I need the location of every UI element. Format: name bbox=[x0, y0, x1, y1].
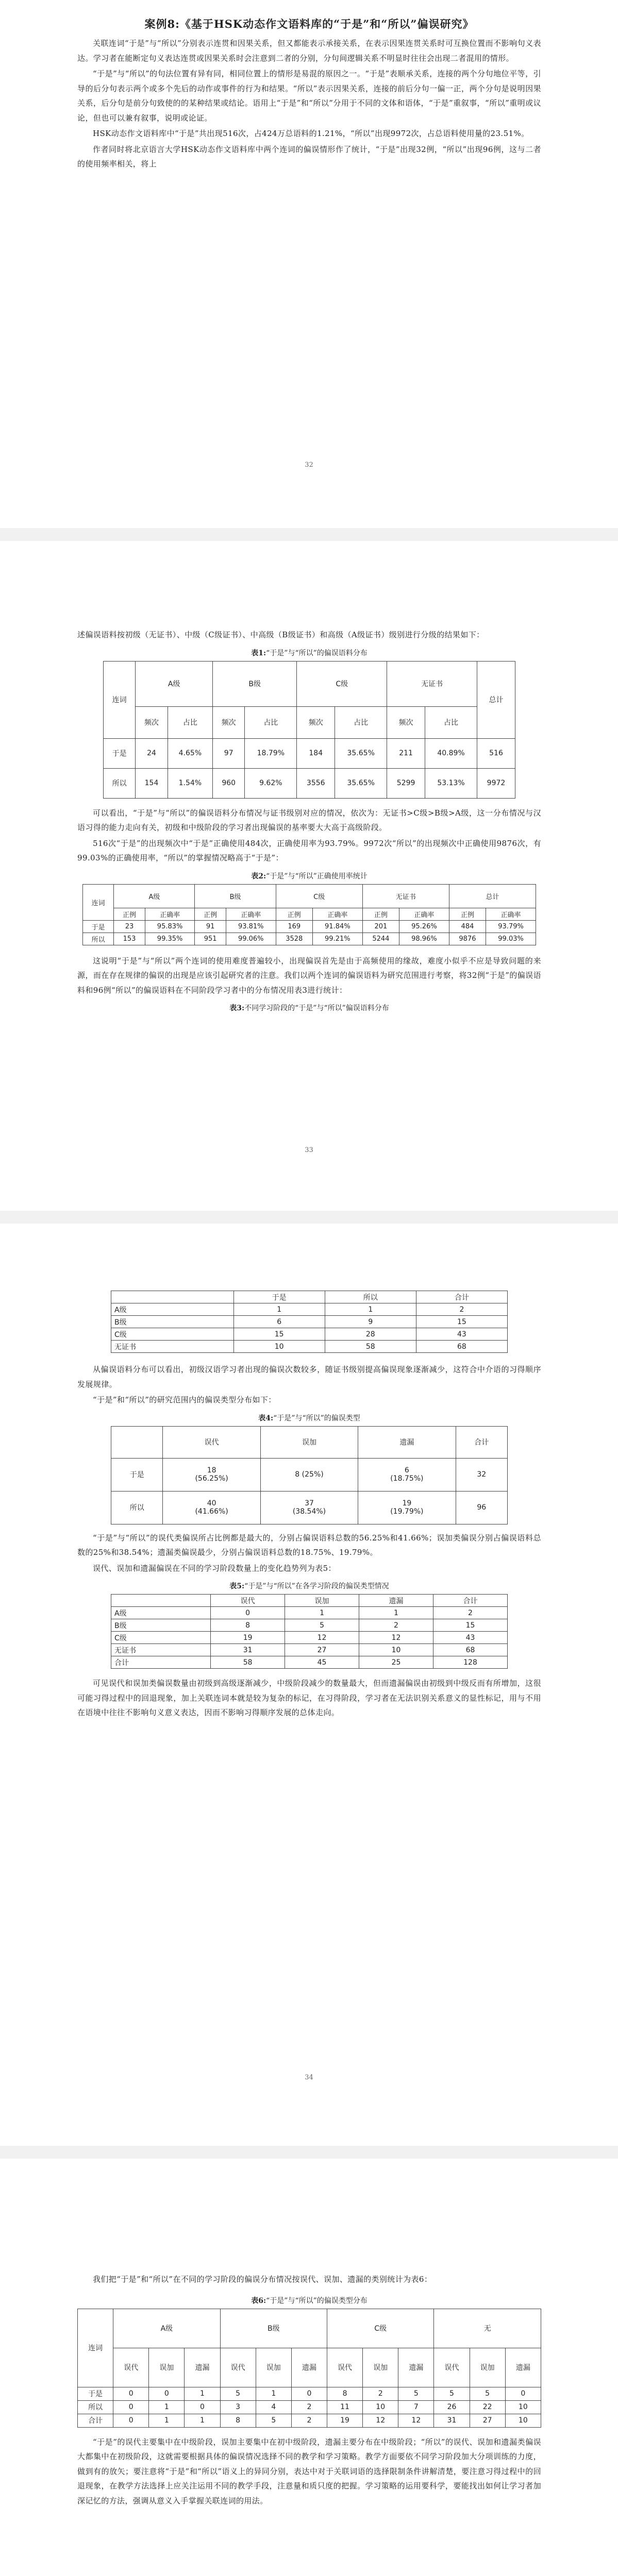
table-subheader: 频次 bbox=[136, 706, 168, 738]
table-header: A级 bbox=[113, 2309, 220, 2348]
table-row: 于是 24 4.65% 97 18.79% 184 35.65% 211 40.89% 516 bbox=[104, 738, 515, 768]
table-row: 于是 18 (56.25%) 8 (25%) 6 (18.75%) 32 bbox=[111, 1458, 508, 1491]
table-caption: 表2:“于是”与“所以”正确使用率统计 bbox=[251, 872, 368, 880]
body-paragraph: “于是”的误代主要集中在中级阶段，误加主要集中在初中级阶段，遗漏主要分布在中级阶段；“所以”的误代、误加和遗漏类偏误大都集中在初级阶段，这就需要根据具体的偏误情况选择不同的教学和学习策略。教学方面要依不同学习阶段加大分项训练的力度，做到有的放矢；要注意将“于是”和“所以”语义上的异同分别，表达中对于关联词语的选择限制条件讲解清楚，要注意习得过程中的回退现象，在教学方法选择上应关注运用不同的教学手段，注意量和质只度的把握。学习策略的运用要科学，要能找出如何让学习者加深记忆的方法，强调从意义入手掌握关联连词的用法。 bbox=[77, 2437, 541, 2505]
error-type-distribution-table: 连词 A级 B级 C级 无 误代 误加 遗漏 误代 误加 遗漏 误代 误加 遗漏 误代 误加 遗漏 于是 0 0 1 5 1 0 8 2 5 5 5 0 所以 0 1 0 3 4 2 11 10 7 26 22 10 合计 0 1 1 8 5 2 19 12 12 31 27 10 bbox=[77, 2309, 541, 2428]
stage-distribution-table bbox=[111, 1291, 508, 1353]
table-row: 所以 153 99.35% 951 99.06% 3528 99.21% 5244 98.96% 9876 99.03% bbox=[83, 933, 536, 945]
table-row: 合计 58 45 25 128 bbox=[111, 1656, 508, 1669]
table-header: A级 bbox=[114, 884, 195, 908]
table-header: 合计 bbox=[456, 1426, 507, 1458]
page-number: 32 bbox=[305, 461, 313, 469]
body-paragraph: 516次“于是”的出现频次中“于是”正确使用484次，正确使用率为93.79%。9972次“所以”的出现频次中正确使用9876次，有99.03%的正确使用率，“所以”的掌握情况略高于“于是”： bbox=[77, 838, 541, 862]
table-row: 于是 0 0 1 5 1 0 8 2 5 5 5 0 bbox=[78, 2387, 541, 2400]
document-page-1 bbox=[0, 0, 618, 528]
table-header: C级 bbox=[327, 2309, 433, 2348]
body-paragraph: “于是”与“所以”的误代类偏误所占比例都是最大的，分别占偏误语料总数的56.25%和41.66%；误加类偏误分别占偏误语料总数的25%和38.54%；遗漏类偏误最少，分别占偏误语料总数的18.75%、19.79%。 bbox=[77, 1533, 541, 1557]
table-header: 遗漏 bbox=[359, 1595, 433, 1607]
table-header: 连词 bbox=[83, 884, 114, 920]
table-row: C级 15 28 43 bbox=[111, 1328, 508, 1341]
table-header: C级 bbox=[297, 661, 387, 706]
table-header: 误代 bbox=[211, 1595, 285, 1607]
table-row: C级 19 12 12 43 bbox=[111, 1632, 508, 1644]
table-header: 连词 bbox=[104, 661, 136, 738]
table-caption: 表5:“于是”与“所以”在各学习阶段的偏误类型情况 bbox=[229, 1582, 389, 1590]
table-row: 所以 40 (41.66%) 37 (38.54%) 19 (19.79%) 96 bbox=[111, 1491, 508, 1524]
table-header: 遗漏 bbox=[358, 1426, 456, 1458]
body-paragraph: 我们把“于是”和“所以”在不同的学习阶段的偏误分布情况按误代、误加、遗漏的类别统计为表6： bbox=[93, 2275, 432, 2284]
table-header: 合计 bbox=[433, 1595, 507, 1607]
table-subheader: 占比 bbox=[335, 706, 387, 738]
table-subheader: 频次 bbox=[387, 706, 425, 738]
table-header: 连词 bbox=[78, 2309, 113, 2387]
table-header: 无证书 bbox=[362, 884, 449, 908]
table-header: B级 bbox=[195, 884, 276, 908]
table-caption: 表6:“于是”与“所以”的偏误类型分布 bbox=[251, 2296, 368, 2305]
table-header: B级 bbox=[213, 661, 297, 706]
table-header: 误加 bbox=[285, 1595, 359, 1607]
table-header: 总计 bbox=[449, 884, 536, 908]
table-subheader: 占比 bbox=[425, 706, 477, 738]
table-header: 总计 bbox=[477, 661, 515, 738]
document-title: 案例8:《基于HSK动态作文语料库的“于是”和“所以”偏误研究》 bbox=[144, 18, 474, 30]
body-paragraph: 可见误代和误加类偏误数量由初级到高级逐渐减少，中级阶段减少的数量最大，但而遗漏偏误由初级到中级反而有所增加，这很可能习得过程中的回退现象，加上关联连词本就是较为复杂的标记，在习得阶段，学习者在无法识别关系意义的显性标记，用与不用在语境中往往不影响句义意义表达，因而不影响习得顺序发展的总体走向。 bbox=[77, 1679, 541, 1717]
body-paragraph: 这说明“于是”与“所以”两个连词的使用难度普遍较小，出现偏误首先是由于高频使用的缘故，难度小似乎不应是导致问题的来源，而在存在规律的偏误的出现是应该引起研究者的注意。我们以两个连词的偏误语料为研究范围进行考察，将32例“于是”的偏误语料和96例“所以”的偏误语料在不同阶段学习者中的分布情况用表3进行统计： bbox=[77, 956, 541, 995]
table-header: 误加 bbox=[260, 1426, 358, 1458]
table-row: B级 8 5 2 15 bbox=[111, 1619, 508, 1632]
document-page-2 bbox=[0, 541, 618, 1211]
table-header: 误代 bbox=[163, 1426, 260, 1458]
table-subheader: 占比 bbox=[245, 706, 297, 738]
table-caption: 表4:“于是”与“所以”的偏误类型 bbox=[258, 1414, 360, 1422]
body-paragraph: 述偏误语料按初级（无证书）、中级（C级证书）、中高级（B级证书）和高级（A级证书）级别进行分级的结果如下： bbox=[77, 630, 485, 639]
body-paragraph: 作者同时将北京语言大学HSK动态作文语料库中两个连词的偏误情形作了统计，“于是”出现32例，“所以”出现96例，这与二者的使用频率相关，将上 bbox=[77, 144, 541, 168]
table-row: 无证书 10 58 68 bbox=[111, 1341, 508, 1353]
table-header: C级 bbox=[276, 884, 362, 908]
error-type-table bbox=[111, 1426, 508, 1524]
table-header: 合计 bbox=[416, 1291, 507, 1303]
table-subheader: 占比 bbox=[168, 706, 212, 738]
table-header: 于是 bbox=[233, 1291, 325, 1303]
document-page-3 bbox=[0, 1224, 618, 2146]
document-page-4 bbox=[0, 2159, 618, 2576]
table-row: 合计 0 1 1 8 5 2 19 12 12 31 27 10 bbox=[78, 2414, 541, 2427]
table-row: A级 1 1 2 bbox=[111, 1303, 508, 1316]
body-paragraph: 误代、误加和遗漏偏误在不同的学习阶段数量上的变化趋势列为表5： bbox=[93, 1563, 336, 1573]
table-subheader: 频次 bbox=[213, 706, 245, 738]
body-paragraph: 从偏误语料分布可以看出，初级汉语学习者出现的偏误次数较多，随证书级别提高偏误现象逐渐减少，这符合中介语的习得顺序发展规律。 bbox=[77, 1365, 541, 1389]
body-paragraph: “于是”与“所以”的句法位置有异有同，相同位置上的情形是易混的原因之一。“于是”表顺承关系，连接的两个分句地位平等，引导的后分句表示两个或多个先后的动作或事件的行为和结果。“所以”表示因果关系，连接的前后分句一偏一正，两个分句是说明因果关系，后分句是前分句致使的的某种结果或结论。语用上“于是”和“所以”分用于不同的文体和语体，“于是”重叙事，“所以”重明或议论，但也可以兼有叙事，说明或论证。 bbox=[77, 69, 541, 123]
table-header: 无 bbox=[434, 2309, 541, 2348]
table-caption: 表3:不同学习阶段的“于是”与“所以”偏误语料分布 bbox=[229, 1004, 389, 1012]
table-header: A级 bbox=[136, 661, 213, 706]
table-header: B级 bbox=[220, 2309, 327, 2348]
body-paragraph: HSK动态作文语料库中“于是”共出现516次，占424万总语料的1.21%，“所以”出现9972次，占总语料使用量的23.51%。 bbox=[93, 129, 529, 138]
stage-error-type-table bbox=[111, 1594, 508, 1669]
table-caption: 表1:“于是”与“所以”的偏误语料分布 bbox=[251, 649, 368, 657]
body-paragraph: “于是”和“所以”的研究范围内的偏误类型分布如下： bbox=[93, 1395, 276, 1404]
page-number: 33 bbox=[305, 1146, 313, 1154]
table-row: B级 6 9 15 bbox=[111, 1316, 508, 1328]
accuracy-table: 连词 A级 B级 C级 无证书 总计 正例 正确率 正例 正确率 正例 正确率 正例 正确率 正例 正确率 于是 23 95.83% 91 93.81% 169 91.84% 201 95.26% 484 93.79% 所以 153 99.35% 951 99.06% 3528 99.21% 5244 98.96% 9876 99.03% bbox=[82, 884, 536, 945]
table-row: 所以 154 1.54% 960 9.62% 3556 35.65% 5299 53.13% 9972 bbox=[104, 768, 515, 798]
distribution-table bbox=[103, 661, 515, 799]
body-paragraph: 关联连词“于是”与“所以”分别表示连贯和因果关系，但又都能表示承接关系，在表示因果连贯关系时可互换位置而不影响句义表达。学习者在能断定句义表达连贯或因果关系时会注意到二者的分别，分句间逻辑关系不明显时往往会出现二者混用的情形。 bbox=[77, 39, 541, 63]
table-row: A级 0 1 1 2 bbox=[111, 1607, 508, 1619]
table-header: 所以 bbox=[325, 1291, 416, 1303]
table-row: 于是 23 95.83% 91 93.81% 169 91.84% 201 95.26% 484 93.79% bbox=[83, 920, 536, 933]
table-subheader: 频次 bbox=[297, 706, 335, 738]
table-row: 所以 0 1 0 3 4 2 11 10 7 26 22 10 bbox=[78, 2400, 541, 2414]
page-number: 34 bbox=[305, 2074, 313, 2081]
body-paragraph: 可以看出，“于是”与“所以”的偏误语料分布情况与证书级别对应的情况，依次为：无证书>C级>B级>A级，这一分布情况与汉语习得的能力走向有关，初级和中级阶段的学习者出现偏误的基率要大大高于高级阶段。 bbox=[77, 808, 541, 832]
table-header: 无证书 bbox=[387, 661, 477, 706]
table-row: 无证书 31 27 10 68 bbox=[111, 1644, 508, 1656]
